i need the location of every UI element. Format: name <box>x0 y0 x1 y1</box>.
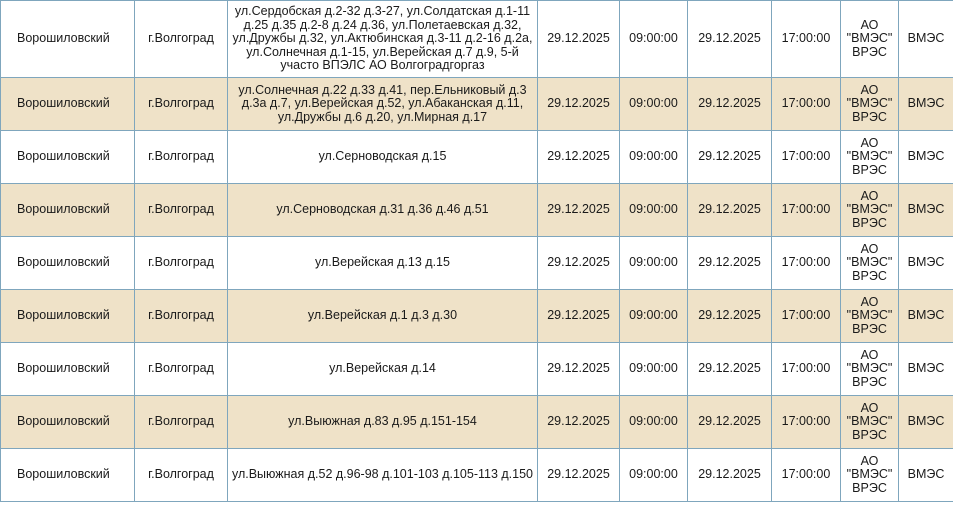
end-date-cell: 29.12.2025 <box>688 78 772 131</box>
end-date-cell: 29.12.2025 <box>688 184 772 237</box>
city-cell: г.Волгоград <box>135 131 228 184</box>
end-time-cell: 17:00:00 <box>772 131 841 184</box>
start-time-cell: 09:00:00 <box>620 184 688 237</box>
address-cell: ул.Сердобская д.2-32 д.3-27, ул.Солдатская д.1-11 д.25 д.35 д.2-8 д.24 д.36, ул.Полетаевская д.32, ул.Дружбы д.32, ул.Актюбинская д.3-11 д.2-16 д.2а, ул.Солнечная д.1-15, ул.Верейская д.7 д.9, 5-й участо ВПЭЛС АО Волгоградгоргаз <box>228 1 538 78</box>
city-cell: г.Волгоград <box>135 184 228 237</box>
district-cell: Ворошиловский <box>1 396 135 449</box>
start-date-cell: 29.12.2025 <box>538 131 620 184</box>
organization-cell: АО "ВМЭС" ВРЭС <box>841 290 899 343</box>
start-date-cell: 29.12.2025 <box>538 1 620 78</box>
end-date-cell: 29.12.2025 <box>688 343 772 396</box>
district-cell: Ворошиловский <box>1 1 135 78</box>
company-cell: ВМЭС <box>899 78 953 131</box>
start-date-cell: 29.12.2025 <box>538 290 620 343</box>
end-time-cell: 17:00:00 <box>772 343 841 396</box>
district-cell: Ворошиловский <box>1 78 135 131</box>
end-date-cell: 29.12.2025 <box>688 396 772 449</box>
company-cell: ВМЭС <box>899 184 953 237</box>
city-cell: г.Волгоград <box>135 396 228 449</box>
organization-cell: АО "ВМЭС" ВРЭС <box>841 237 899 290</box>
company-cell: ВМЭС <box>899 343 953 396</box>
city-cell: г.Волгоград <box>135 343 228 396</box>
start-date-cell: 29.12.2025 <box>538 396 620 449</box>
organization-cell: АО "ВМЭС" ВРЭС <box>841 396 899 449</box>
city-cell: г.Волгоград <box>135 290 228 343</box>
company-cell: ВМЭС <box>899 131 953 184</box>
table-row <box>1 184 953 237</box>
address-cell: ул.Солнечная д.22 д.33 д.41, пер.Ельниковый д.3 д.3а д.7, ул.Верейская д.52, ул.Абаканская д.11, ул.Дружбы д.6 д.20, ул.Мирная д.17 <box>228 78 538 131</box>
end-date-cell: 29.12.2025 <box>688 449 772 502</box>
start-date-cell: 29.12.2025 <box>538 343 620 396</box>
end-time-cell: 17:00:00 <box>772 290 841 343</box>
table-row <box>1 1 953 78</box>
start-date-cell: 29.12.2025 <box>538 78 620 131</box>
end-time-cell: 17:00:00 <box>772 237 841 290</box>
organization-cell: АО "ВМЭС" ВРЭС <box>841 343 899 396</box>
district-cell: Ворошиловский <box>1 290 135 343</box>
district-cell: Ворошиловский <box>1 449 135 502</box>
end-time-cell: 17:00:00 <box>772 1 841 78</box>
end-time-cell: 17:00:00 <box>772 184 841 237</box>
start-time-cell: 09:00:00 <box>620 1 688 78</box>
address-cell: ул.Серноводская д.15 <box>228 131 538 184</box>
company-cell: ВМЭС <box>899 1 953 78</box>
district-cell: Ворошиловский <box>1 131 135 184</box>
table-row <box>1 343 953 396</box>
organization-cell: АО "ВМЭС" ВРЭС <box>841 78 899 131</box>
organization-cell: АО "ВМЭС" ВРЭС <box>841 184 899 237</box>
outage-table-body <box>1 1 953 502</box>
address-cell: ул.Выюжная д.52 д.96-98 д.101-103 д.105-113 д.150 <box>228 449 538 502</box>
end-date-cell: 29.12.2025 <box>688 237 772 290</box>
end-time-cell: 17:00:00 <box>772 396 841 449</box>
end-date-cell: 29.12.2025 <box>688 131 772 184</box>
table-row <box>1 449 953 502</box>
company-cell: ВМЭС <box>899 290 953 343</box>
address-cell: ул.Верейская д.1 д.3 д.30 <box>228 290 538 343</box>
district-cell: Ворошиловский <box>1 184 135 237</box>
table-row <box>1 396 953 449</box>
end-time-cell: 17:00:00 <box>772 78 841 131</box>
city-cell: г.Волгоград <box>135 1 228 78</box>
address-cell: ул.Выюжная д.83 д.95 д.151-154 <box>228 396 538 449</box>
company-cell: ВМЭС <box>899 396 953 449</box>
table-row <box>1 131 953 184</box>
city-cell: г.Волгоград <box>135 237 228 290</box>
end-time-cell: 17:00:00 <box>772 449 841 502</box>
address-cell: ул.Верейская д.14 <box>228 343 538 396</box>
start-time-cell: 09:00:00 <box>620 343 688 396</box>
start-time-cell: 09:00:00 <box>620 78 688 131</box>
address-cell: ул.Серноводская д.31 д.36 д.46 д.51 <box>228 184 538 237</box>
organization-cell: АО "ВМЭС" ВРЭС <box>841 1 899 78</box>
end-date-cell: 29.12.2025 <box>688 1 772 78</box>
company-cell: ВМЭС <box>899 237 953 290</box>
start-time-cell: 09:00:00 <box>620 396 688 449</box>
start-time-cell: 09:00:00 <box>620 449 688 502</box>
district-cell: Ворошиловский <box>1 237 135 290</box>
city-cell: г.Волгоград <box>135 449 228 502</box>
district-cell: Ворошиловский <box>1 343 135 396</box>
start-time-cell: 09:00:00 <box>620 290 688 343</box>
start-time-cell: 09:00:00 <box>620 131 688 184</box>
start-time-cell: 09:00:00 <box>620 237 688 290</box>
city-cell: г.Волгоград <box>135 78 228 131</box>
company-cell: ВМЭС <box>899 449 953 502</box>
start-date-cell: 29.12.2025 <box>538 184 620 237</box>
start-date-cell: 29.12.2025 <box>538 237 620 290</box>
address-cell: ул.Верейская д.13 д.15 <box>228 237 538 290</box>
table-row <box>1 290 953 343</box>
start-date-cell: 29.12.2025 <box>538 449 620 502</box>
organization-cell: АО "ВМЭС" ВРЭС <box>841 449 899 502</box>
table-row <box>1 78 953 131</box>
organization-cell: АО "ВМЭС" ВРЭС <box>841 131 899 184</box>
table-row <box>1 237 953 290</box>
end-date-cell: 29.12.2025 <box>688 290 772 343</box>
